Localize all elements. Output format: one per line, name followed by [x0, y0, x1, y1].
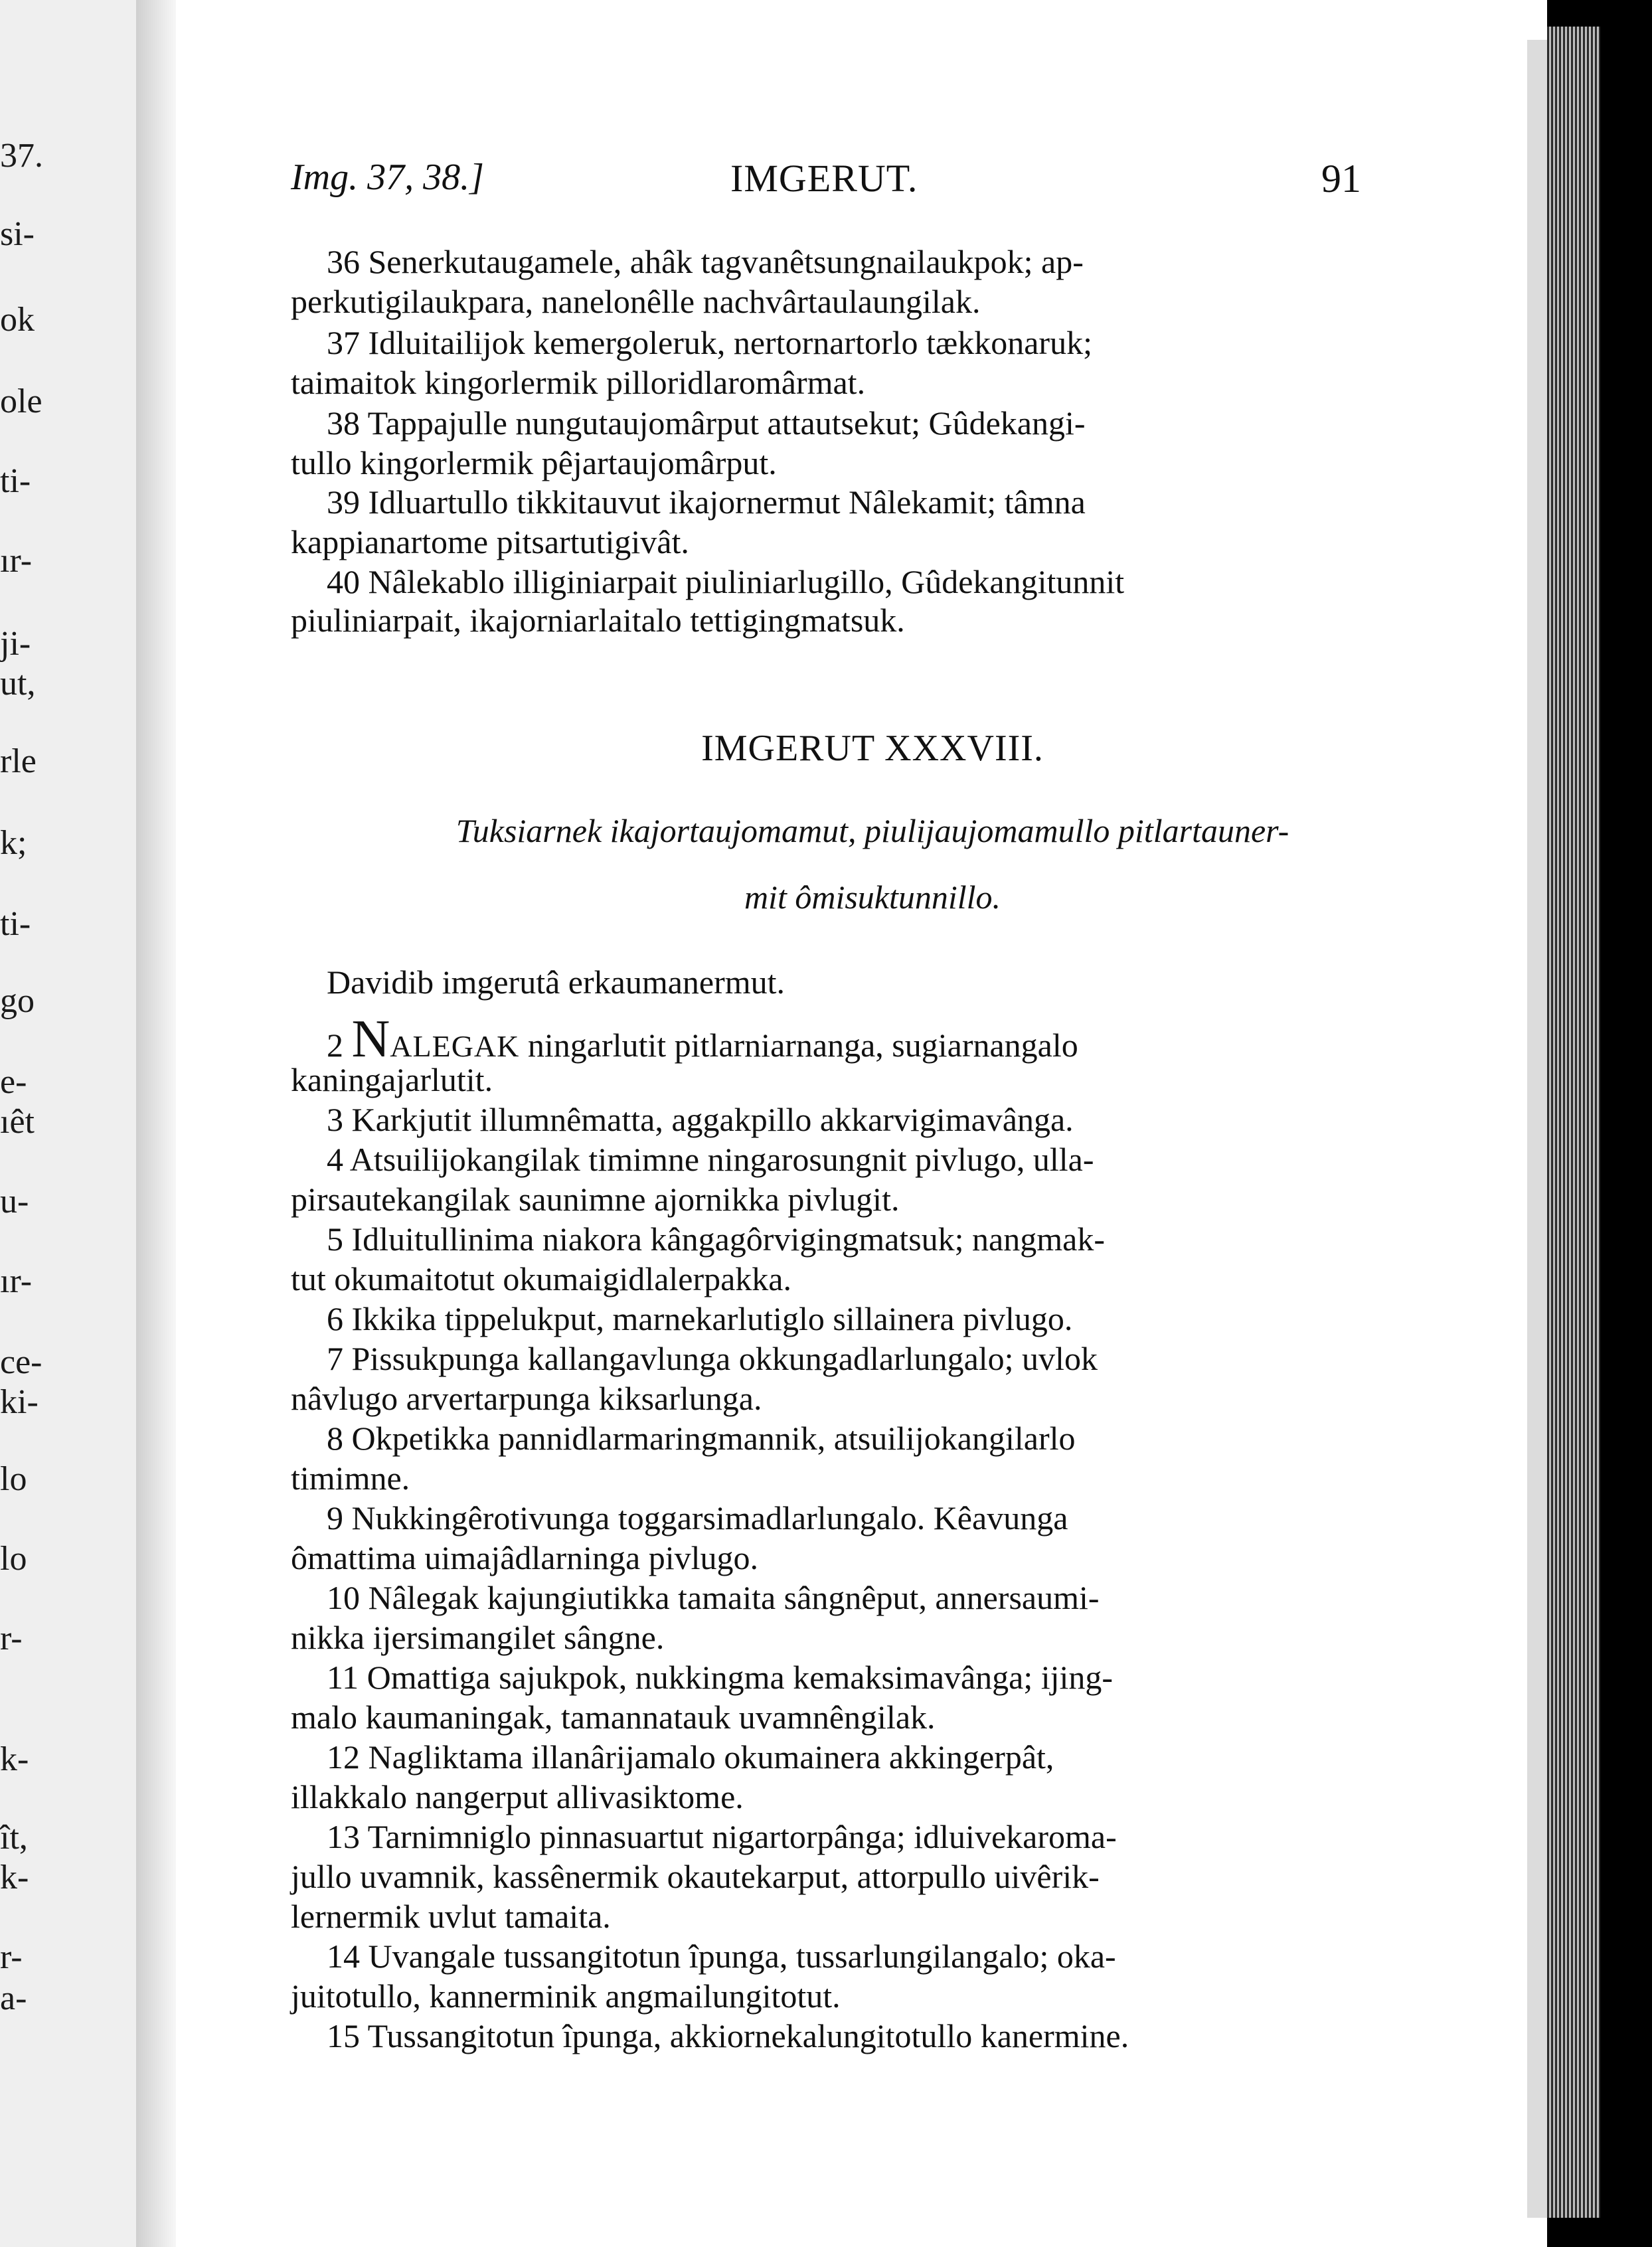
- text-line: 4 Atsuilijokangilak timimne ningarosungnit pivlugo, ulla-: [327, 1141, 1094, 1178]
- text-line: piuliniarpait, ikajorniarlaitalo tettigingmatsuk.: [291, 602, 905, 639]
- left-fragment: rle: [0, 742, 37, 780]
- text-line: 40 Nâlekablo illiginiarpait piuliniarlugillo, Gûdekangitunnit: [327, 563, 1125, 600]
- left-fragment: r-: [0, 1620, 23, 1657]
- text-line: 11 Omattiga sajukpok, nukkingma kemaksimavânga; ijing-: [327, 1659, 1114, 1696]
- text-line: 15 Tussangitotun îpunga, akkiornekalungitotullo kanermine.: [327, 2017, 1129, 2054]
- text-line: 8 Okpetikka pannidlarmaringmannik, atsuilijokangilarlo: [327, 1420, 1076, 1457]
- left-fragment: si-: [0, 215, 35, 253]
- text-line: kaningajarlutit.: [291, 1061, 493, 1098]
- running-head-title: IMGERUT.: [730, 157, 918, 200]
- text-line: juitotullo, kannerminik angmailungitotut.: [291, 1977, 841, 2015]
- left-fragment: ır-: [0, 1262, 33, 1300]
- text-line: taimaitok kingorlermik pilloridlaromârmat.: [291, 364, 866, 401]
- left-fragment: ki-: [0, 1383, 39, 1421]
- verse-number: 2: [327, 1027, 343, 1064]
- left-fragment: ole: [0, 382, 42, 420]
- left-fragment: ce-: [0, 1343, 42, 1381]
- left-fragment: lo: [0, 1460, 27, 1498]
- left-fragment: ır-: [0, 542, 33, 580]
- left-fragment: u-: [0, 1183, 29, 1220]
- text-line: malo kaumaningak, tamannatauk uvamnêngilak.: [291, 1699, 936, 1736]
- chapter-subtitle-line-2: mit ômisuktunnillo.: [744, 878, 1001, 916]
- left-fragment: k-: [0, 1859, 29, 1896]
- verse-2-line: [327, 1010, 1078, 1068]
- page-number: 91: [1321, 157, 1361, 201]
- text-line: tullo kingorlermik pêjartaujomârput.: [291, 444, 777, 481]
- page-stack-edge-inner: [1527, 40, 1547, 2218]
- book-gutter: [136, 0, 176, 2247]
- left-fragment: ît,: [0, 1819, 28, 1857]
- running-head-left: Img. 37, 38.]: [291, 157, 484, 198]
- text-line: lernermik uvlut tamaita.: [291, 1898, 611, 1935]
- text-line: 9 Nukkingêrotivunga toggarsimadlarlungalo. Kêavunga: [327, 1499, 1068, 1537]
- left-fragment: lo: [0, 1540, 27, 1578]
- text-line: 13 Tarnimniglo pinnasuartut nigartorpânga; idluivekaroma-: [327, 1818, 1117, 1855]
- text-line: illakkalo nangerput allivasiktome.: [291, 1778, 744, 1815]
- text-line: 12 Nagliktama illanârijamalo okumainera akkingerpât,: [327, 1738, 1054, 1776]
- drop-cap: N: [351, 1010, 390, 1068]
- text-line: 14 Uvangale tussangitotun îpunga, tussarlungilangalo; oka-: [327, 1938, 1116, 1975]
- left-fragment: r-: [0, 1938, 23, 1976]
- text-line: 3 Karkjutit illumnêmatta, aggakpillo akkarvigimavânga.: [327, 1101, 1074, 1138]
- text-line: 7 Pissukpunga kallangavlunga okkungadlarlungalo; uvlok: [327, 1340, 1098, 1377]
- chapter-subtitle-line-1: Tuksiarnek ikajortaujomamut, piulijaujomamullo pitlartauner-: [455, 812, 1289, 849]
- text-line: nikka ijersimangilet sângne.: [291, 1619, 665, 1656]
- page-stack-edge: [1547, 27, 1600, 2218]
- verse-text: ningarlutit pitlarniarnanga, sugiarnangalo: [519, 1027, 1078, 1064]
- text-line: 6 Ikkika tippelukput, marnekarlutiglo sillainera pivlugo.: [327, 1300, 1073, 1337]
- left-fragment: k-: [0, 1740, 29, 1778]
- small-caps-word: ALEGAK: [390, 1029, 520, 1063]
- psalm-superscription: Davidib imgerutâ erkaumanermut.: [327, 963, 785, 1001]
- left-fragment: ok: [0, 301, 35, 339]
- chapter-title: IMGERUT XXXVIII.: [701, 728, 1044, 769]
- left-fragment: k;: [0, 824, 27, 862]
- text-line: timimne.: [291, 1459, 410, 1497]
- text-line: 38 Tappajulle nungutaujomârput attautsekut; Gûdekangi-: [327, 404, 1086, 442]
- left-fragment: e-: [0, 1063, 27, 1101]
- text-line: 37 Idluitailijok kemergoleruk, nertornartorlo tækkonaruk;: [327, 324, 1092, 361]
- left-fragment: ıêt: [0, 1103, 35, 1141]
- left-fragment: ut,: [0, 665, 36, 703]
- text-line: kappianartome pitsartutigivât.: [291, 523, 689, 560]
- left-fragment: go: [0, 982, 35, 1020]
- text-line: nâvlugo arvertarpunga kiksarlunga.: [291, 1380, 762, 1417]
- text-line: 10 Nâlegak kajungiutikka tamaita sângnêput, annersaumi-: [327, 1579, 1100, 1616]
- left-fragment: ti-: [0, 905, 31, 943]
- text-line: pirsautekangilak saunimne ajornikka pivlugit.: [291, 1181, 900, 1218]
- text-line: 5 Idluitullinima niakora kângagôrvigingmatsuk; nangmak-: [327, 1220, 1105, 1258]
- left-fragment: 37.: [0, 137, 43, 175]
- text-line: 39 Idluartullo tikkitauvut ikajornermut Nâlekamit; tâmna: [327, 483, 1086, 521]
- text-line: perkutigilaukpara, nanelonêlle nachvârtaulaungilak.: [291, 283, 981, 320]
- text-line: ômattima uimajâdlarninga pivlugo.: [291, 1539, 759, 1576]
- text-line: tut okumaitotut okumaigidlalerpakka.: [291, 1260, 792, 1297]
- left-fragment: a-: [0, 1979, 27, 2017]
- text-line: jullo uvamnik, kassênermik okautekarput, attorpullo uivêrik-: [291, 1858, 1100, 1895]
- left-fragment: ji-: [0, 625, 31, 663]
- left-fragment: ti-: [0, 462, 31, 500]
- text-line: 36 Senerkutaugamele, ahâk tagvanêtsungnailaukpok; ap-: [327, 243, 1084, 280]
